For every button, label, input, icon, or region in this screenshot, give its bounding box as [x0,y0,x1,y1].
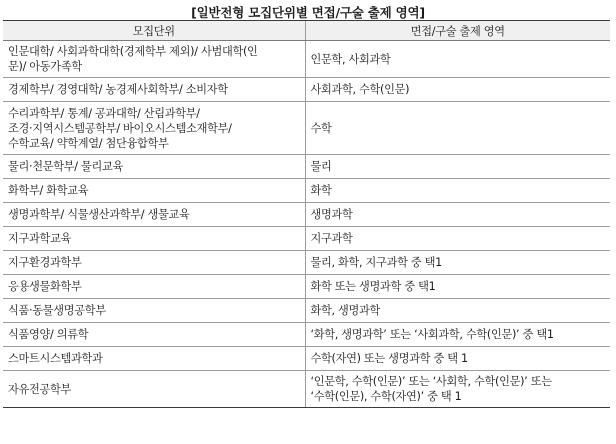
table-row [3,179,610,203]
area-cell [305,371,610,408]
unit-cell-line: 식품영양/ 의류학 [8,328,89,341]
area-cell-line: 수학(자연) 또는 생명과학 중 택 1 [310,352,468,365]
area-cell [305,299,610,323]
table-row [3,155,610,179]
area-cell-line: 사회과학, 수학(인문) [310,83,410,96]
area-cell-line: 물리, 화학, 지구과학 중 택1 [310,256,442,269]
area-cell-line: 화학 또는 생명과학 중 택1 [310,280,436,293]
unit-cell [3,102,305,155]
unit-cell-line: 식품·동물생명공학부 [8,304,106,317]
area-cell-line: ‘화학, 생명과학’ 또는 ‘사회과학, 수학(인문)’ 중 택1 [310,328,554,341]
unit-cell-line: 자유전공학부 [8,382,72,396]
header-area: 면접/구술 출제 영역 [305,21,610,41]
recruitment-area-table [3,20,610,408]
area-cell [305,78,610,102]
table-row [3,41,610,78]
unit-cell [3,78,305,102]
unit-cell-line: 문)/ 아동가족학 [8,60,82,73]
unit-cell-line: 지구과학교육 [8,232,72,245]
unit-cell [3,227,305,251]
unit-cell [3,179,305,203]
area-cell-line: 수학 [310,121,332,135]
header-unit: 모집단위 [3,21,305,41]
table-row [3,78,610,102]
area-cell-line: ‘수학(인문), 수학(자연)’ 중 택 1 [310,390,462,403]
area-cell-line: 화학, 생명과학 [310,304,381,317]
area-cell-line: 생명과학 [310,208,353,221]
unit-cell [3,299,305,323]
table-title: [일반전형 모집단위별 면접/구술 출제 영역] [191,5,425,20]
unit-cell-line: 스마트시스템과학과 [8,352,103,365]
unit-cell-line: 물리·천문학부/ 물리교육 [8,160,124,173]
unit-cell-line: 화학부/ 화학교육 [8,184,89,197]
table-row [3,203,610,227]
unit-cell [3,41,305,78]
unit-cell [3,155,305,179]
table-row [3,347,610,371]
table-row [3,323,610,347]
area-cell [305,227,610,251]
unit-cell [3,323,305,347]
area-cell [305,347,610,371]
unit-cell-line: 인문대학/ 사회과학대학(경제학부 제외)/ 사범대학(인 [8,45,258,58]
table-row [3,251,610,275]
area-cell-line: 물리 [310,160,332,173]
area-cell [305,155,610,179]
table-row [3,102,610,155]
area-cell [305,41,610,78]
area-cell [305,179,610,203]
table-header-row [3,21,610,41]
table-row [3,371,610,408]
unit-cell-line: 응용생물화학부 [8,280,82,293]
table-row [3,299,610,323]
unit-cell [3,251,305,275]
unit-cell [3,371,305,408]
unit-cell-line: 경제학부/ 경영대학/ 농경제사회학부/ 소비자학 [8,83,228,96]
unit-cell-line: 수학교육/ 약학계열/ 첨단융합학부 [8,136,169,150]
table-body [3,41,610,408]
unit-cell-line: 생명과학부/ 식물생산과학부/ 생물교육 [8,208,190,221]
unit-cell-line: 지구환경과학부 [8,256,82,269]
unit-cell [3,347,305,371]
table-row [3,275,610,299]
unit-cell-line: 수리과학부/ 통계/ 공과대학/ 산림과학부/ [8,106,200,120]
area-cell [305,251,610,275]
unit-cell [3,275,305,299]
area-cell [305,323,610,347]
area-cell-line: 화학 [310,184,332,197]
table-row [3,227,610,251]
area-cell-line: 인문학, 사회과학 [310,52,391,66]
unit-cell-line: 조경·지역시스템공학부/ 바이오시스템소재학부/ [8,121,232,135]
area-cell [305,203,610,227]
unit-cell [3,203,305,227]
area-cell [305,275,610,299]
area-cell-line: 지구과학 [310,232,353,245]
area-cell-line: ‘인문학, 수학(인문)’ 또는 ‘사회학, 수학(인문)’ 또는 [310,375,552,388]
area-cell [305,102,610,155]
